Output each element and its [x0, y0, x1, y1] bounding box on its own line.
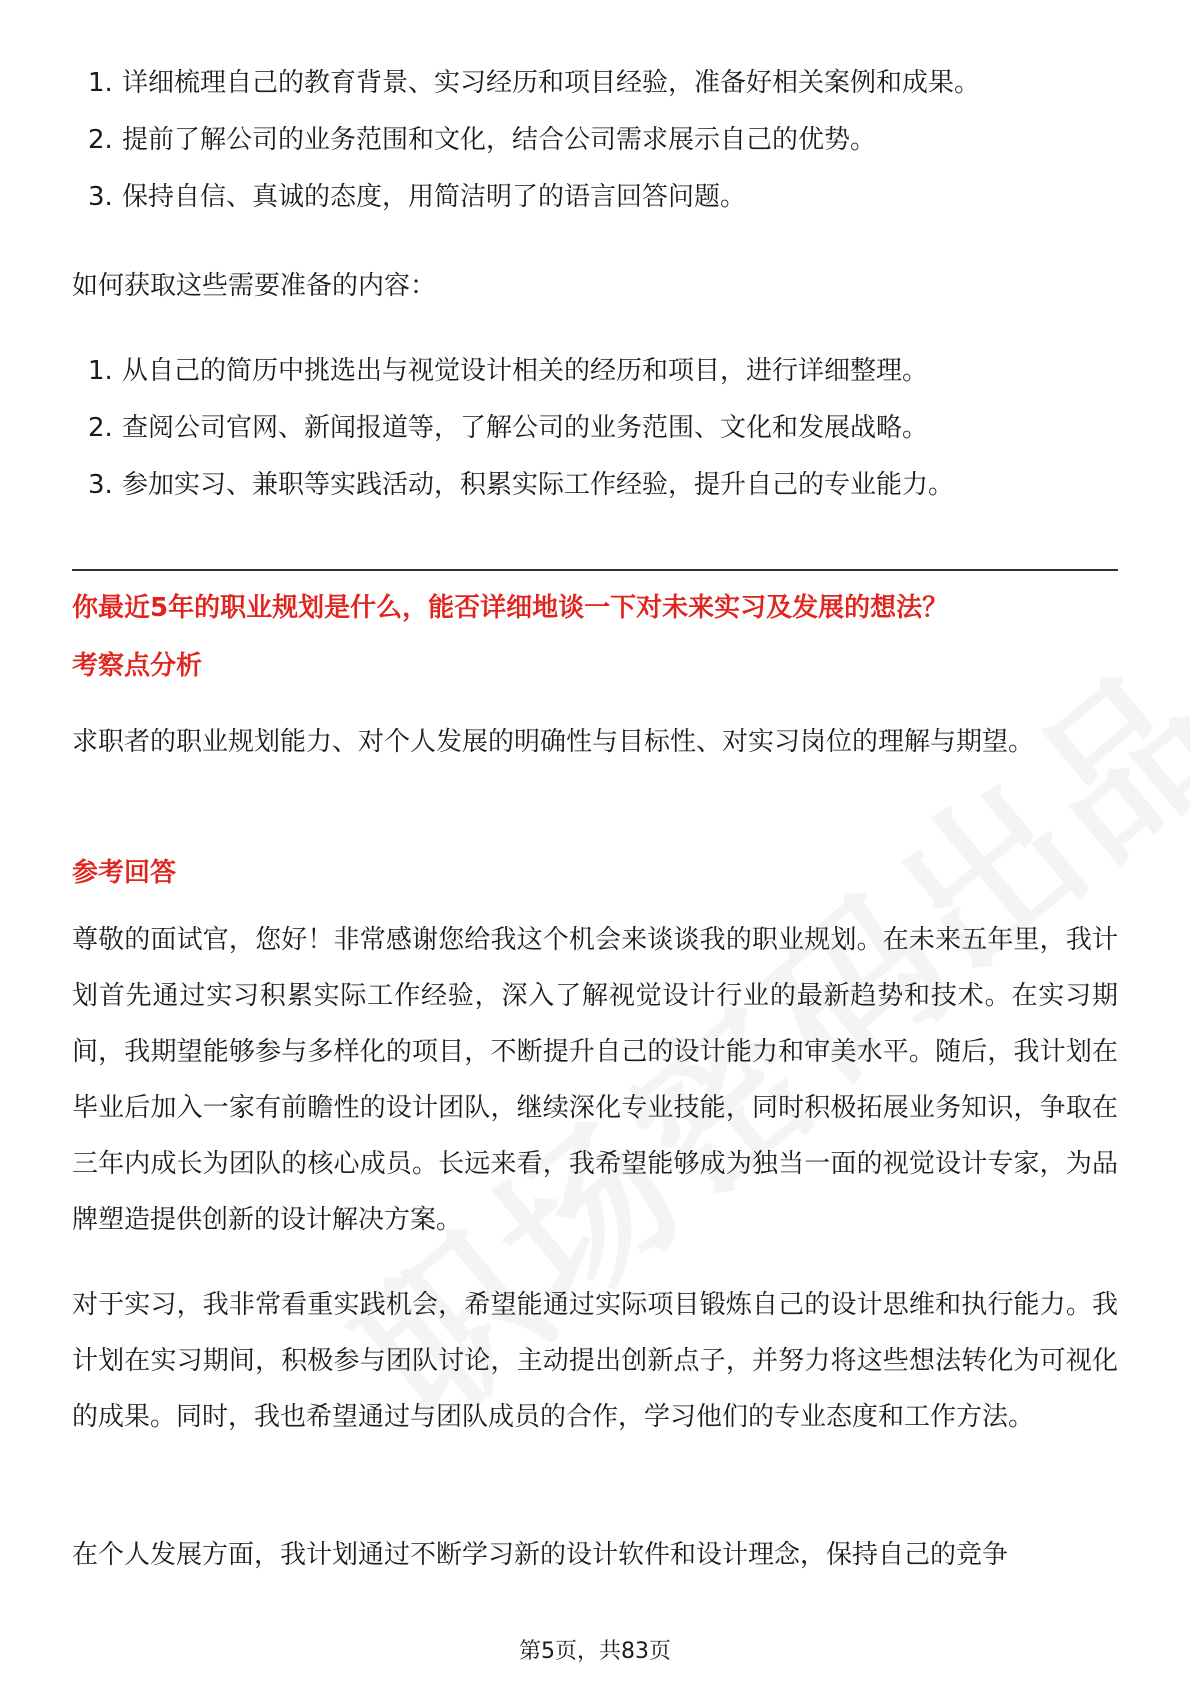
question-title: 你最近5年的职业规划是什么，能否详细地谈一下对未来实习及发展的想法？: [72, 593, 949, 623]
answer-title: 参考回答: [72, 858, 177, 888]
list-number: 3.: [88, 470, 113, 500]
list-text: 详细梳理自己的教育背景、实习经历和项目经验，准备好相关案例和成果。: [122, 68, 981, 98]
list-number: 3.: [88, 182, 113, 212]
prep-list: [72, 65, 980, 236]
answer-paragraph: 对于实习，我非常看重实践机会，希望能通过实际项目锻炼自己的设计思维和执行能力。我计划在实习期间，积极参与团队讨论，主动提出创新点子，并努力将这些想法转化为可视化的成果。同时，我也希望通过与团队成员的合作，学习他们的专业态度和工作方法。: [72, 1290, 1118, 1432]
analysis-title: 考察点分析: [72, 651, 203, 681]
page-footer: 第5页，共83页: [519, 1639, 671, 1664]
list-number: 2.: [88, 125, 113, 155]
list-text: 从自己的简历中挑选出与视觉设计相关的经历和项目，进行详细整理。: [122, 356, 929, 386]
answer-paragraph: 在个人发展方面，我计划通过不断学习新的设计软件和设计理念，保持自己的竞争: [72, 1540, 1009, 1570]
list-text: 保持自信、真诚的态度，用简洁明了的语言回答问题。: [122, 182, 747, 212]
how-heading: 如何获取这些需要准备的内容：: [72, 271, 437, 301]
list-number: 2.: [88, 413, 113, 443]
answer-paragraph: 尊敬的面试官，您好！非常感谢您给我这个机会来谈谈我的职业规划。在未来五年里，我计划首先通过实习积累实际工作经验，深入了解视觉设计行业的最新趋势和技术。在实习期间，我期望能够参与多样化的项目，不断提升自己的设计能力和审美水平。随后，我计划在毕业后加入一家有前瞻性的设计团队，继续深化专业技能，同时积极拓展业务知识，争取在三年内成长为团队的核心成员。长远来看，我希望能够成为独当一面的视觉设计专家，为品牌塑造提供创新的设计解决方案。: [72, 925, 1118, 1235]
list-number: 1.: [88, 68, 113, 98]
how-list: [72, 353, 954, 524]
list-item: [72, 410, 954, 446]
analysis-text: 求职者的职业规划能力、对个人发展的明确性与目标性、对实习岗位的理解与期望。: [72, 727, 1035, 757]
list-item: [72, 353, 954, 389]
list-item: [72, 467, 954, 503]
list-item: [72, 122, 980, 158]
section-divider: [72, 569, 1118, 571]
list-number: 1.: [88, 356, 113, 386]
list-item: [72, 65, 980, 101]
list-item: [72, 179, 980, 215]
list-text: 提前了解公司的业务范围和文化，结合公司需求展示自己的优势。: [122, 125, 877, 155]
list-text: 参加实习、兼职等实践活动，积累实际工作经验，提升自己的专业能力。: [122, 470, 955, 500]
list-text: 查阅公司官网、新闻报道等，了解公司的业务范围、文化和发展战略。: [122, 413, 929, 443]
